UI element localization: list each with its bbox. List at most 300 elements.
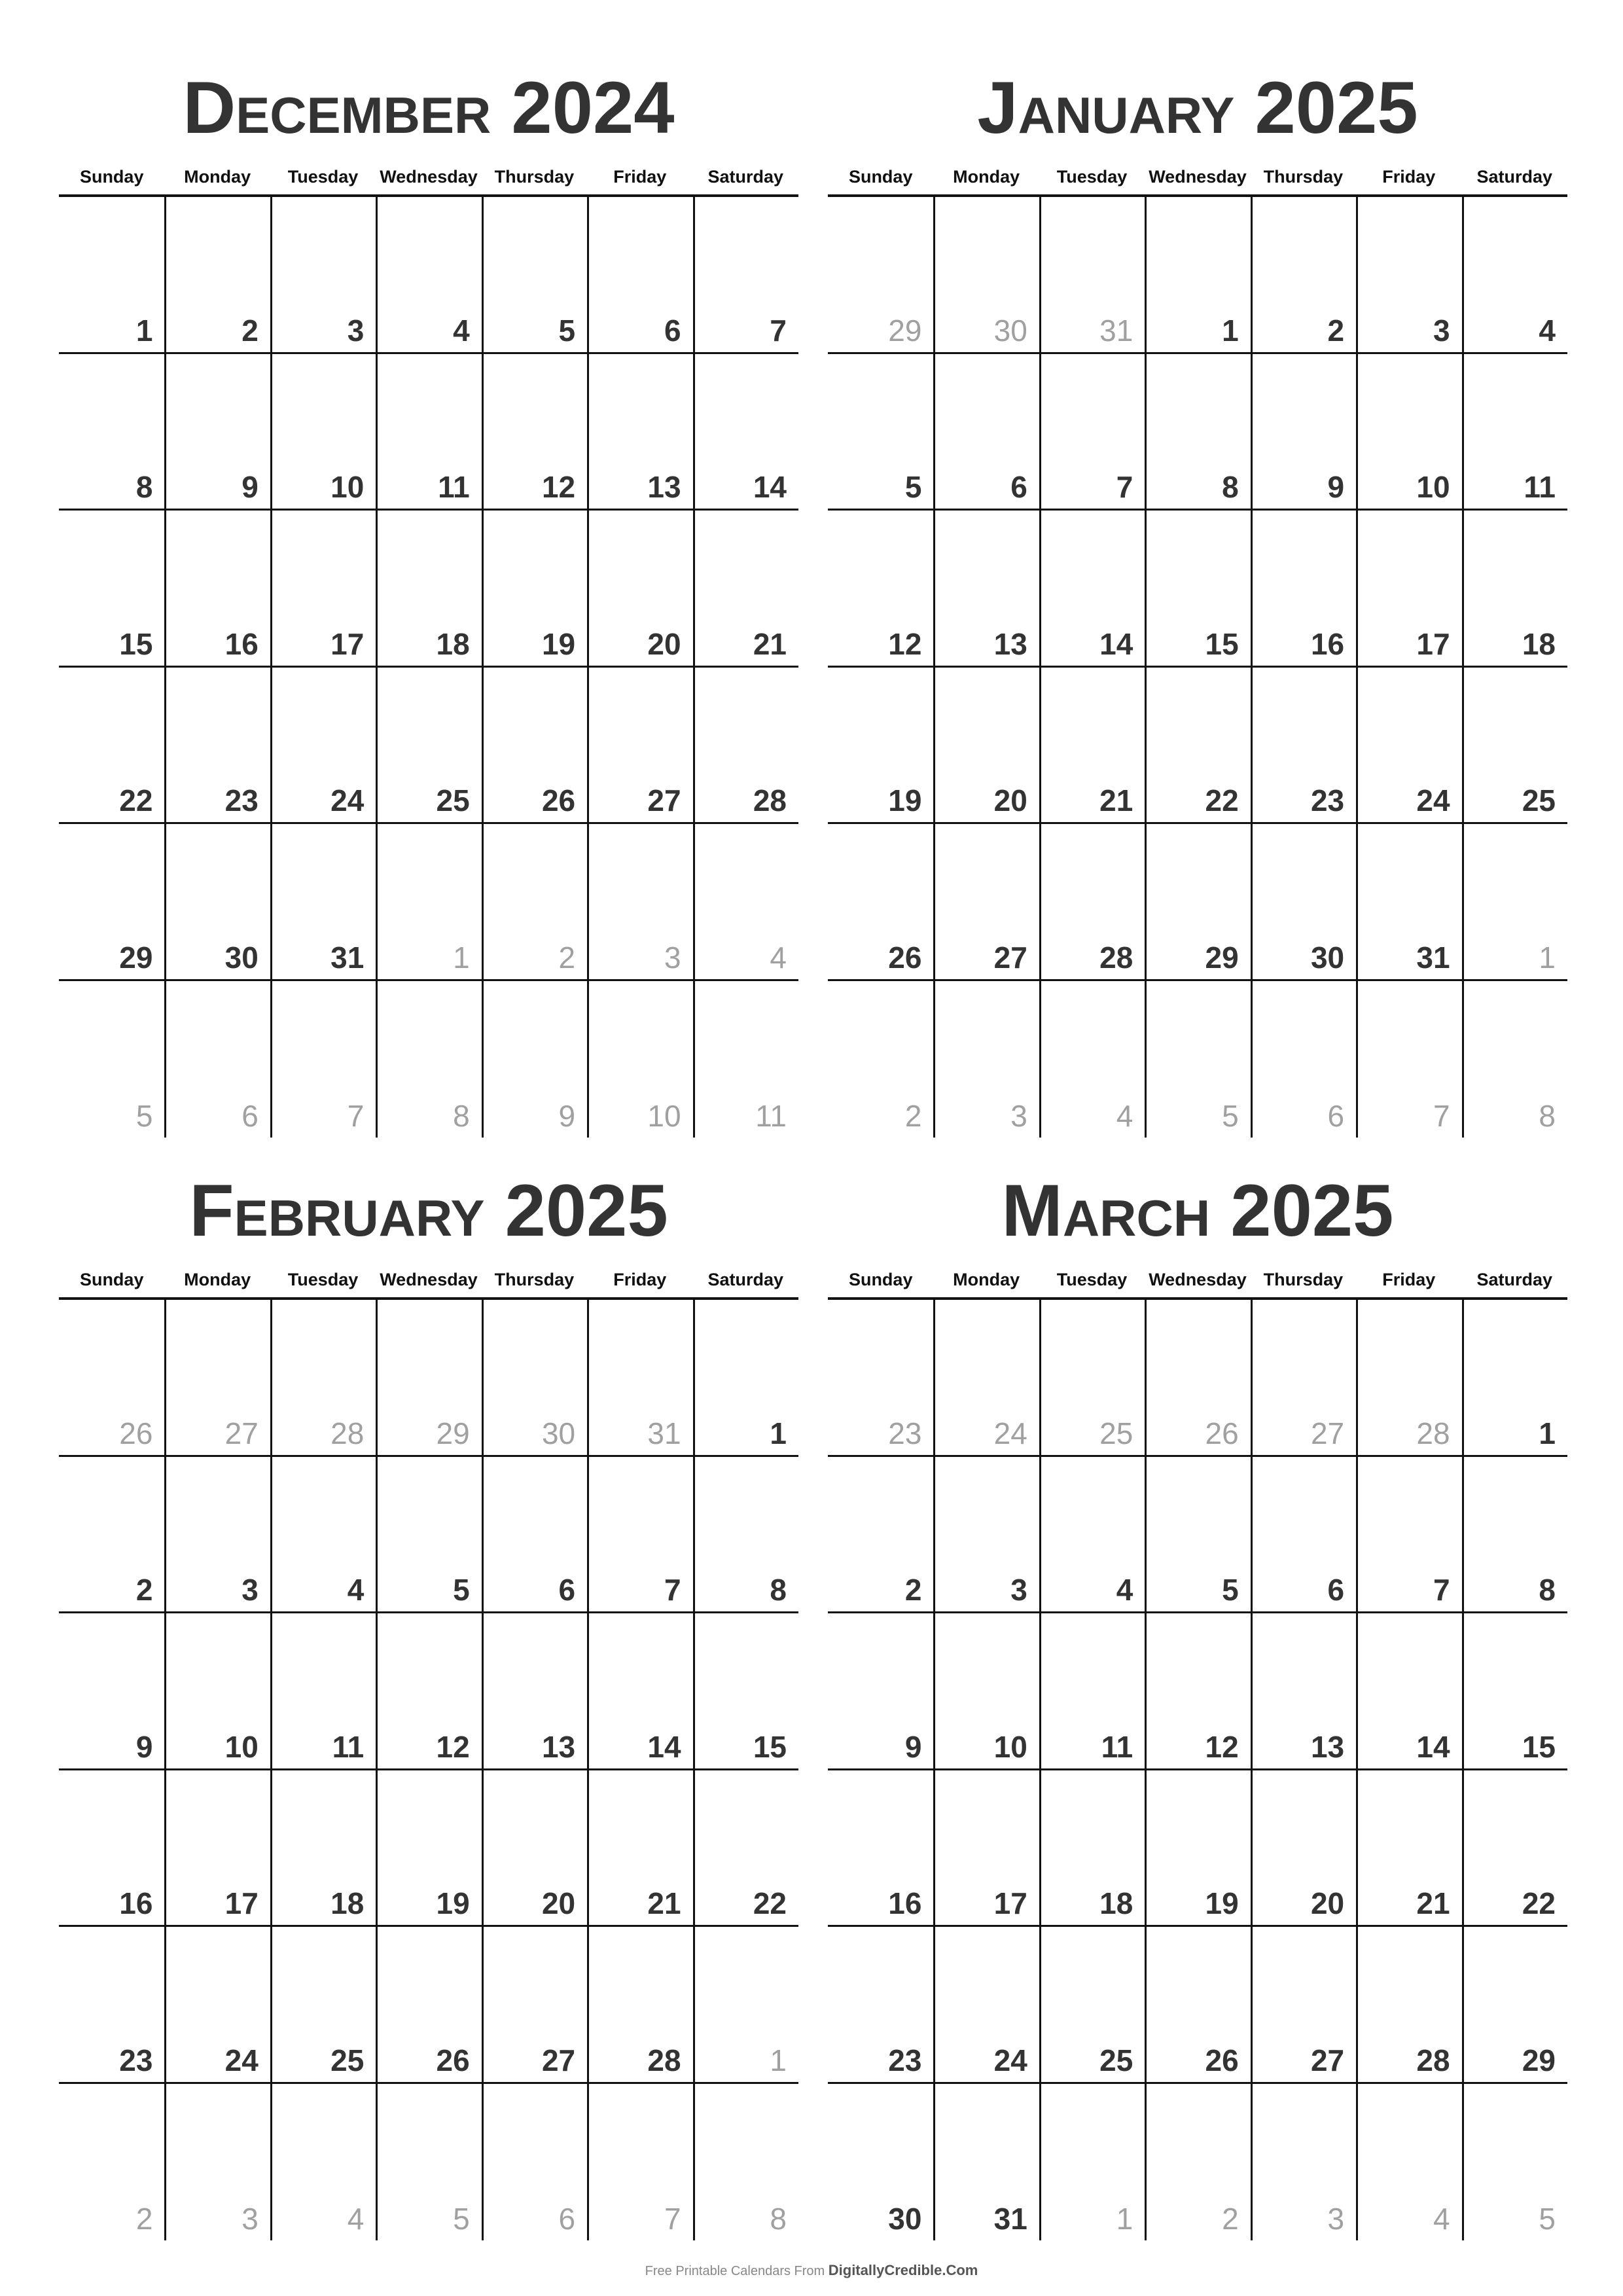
day-cell [270, 668, 376, 825]
day-number: 2 [558, 940, 576, 975]
weekday-label: Friday [613, 167, 667, 187]
day-cell-adjacent-month [1145, 1300, 1250, 1457]
weekday-label: Monday [953, 167, 1020, 187]
day-cell [59, 668, 164, 825]
day-number: 25 [330, 2043, 365, 2077]
day-number: 4 [347, 1573, 365, 1607]
day-cell-adjacent-month [1251, 1300, 1356, 1457]
day-number: 26 [1205, 1416, 1239, 1450]
day-number: 21 [753, 626, 787, 661]
day-number: 2 [904, 1573, 922, 1607]
day-number: 8 [1539, 1099, 1556, 1133]
day-number: 15 [1522, 1729, 1556, 1764]
day-number: 19 [436, 1886, 470, 1920]
day-number: 2 [1222, 2202, 1239, 2236]
day-cell [59, 1770, 164, 1928]
day-cell [828, 354, 933, 511]
weekday-label: Sunday [79, 167, 144, 187]
day-number: 31 [993, 2202, 1027, 2236]
weekday-label: Saturday [1476, 1270, 1553, 1289]
month-title: March 2025 [1001, 1170, 1394, 1251]
day-cell-adjacent-month [376, 824, 481, 981]
day-cell [164, 1770, 270, 1928]
day-cell-adjacent-month [59, 1300, 164, 1457]
month-title: December 2024 [183, 67, 675, 149]
day-number: 27 [647, 783, 681, 817]
day-cell [1356, 354, 1461, 511]
day-number: 19 [1205, 1886, 1239, 1920]
day-number: 30 [1310, 940, 1345, 975]
day-number: 23 [888, 1416, 922, 1450]
day-cell [587, 668, 692, 825]
day-cell [1462, 511, 1567, 668]
day-cell [270, 197, 376, 354]
day-number: 4 [347, 2202, 365, 2236]
day-cell [933, 1457, 1039, 1614]
weekday-label: Wednesday [1149, 1270, 1247, 1289]
day-cell [1145, 1927, 1250, 2084]
day-number: 16 [1310, 626, 1345, 661]
day-cell [933, 1613, 1039, 1770]
day-number: 1 [1539, 1416, 1556, 1450]
day-cell-adjacent-month [1462, 824, 1567, 981]
day-number: 14 [753, 470, 787, 504]
day-number: 23 [119, 2043, 153, 2077]
day-cell [933, 668, 1039, 825]
month-title: February 2025 [189, 1170, 668, 1251]
day-number: 29 [1205, 940, 1239, 975]
weekday-label: Thursday [494, 167, 575, 187]
day-cell [482, 1613, 587, 1770]
day-cell [1462, 668, 1567, 825]
day-number: 1 [453, 940, 470, 975]
weekday-label: Tuesday [287, 167, 359, 187]
day-number: 1 [770, 1416, 787, 1450]
day-number: 5 [453, 2202, 470, 2236]
day-cell-adjacent-month [828, 981, 933, 1138]
day-number: 21 [1416, 1886, 1450, 1920]
day-number: 22 [119, 783, 153, 817]
day-number: 27 [1310, 2043, 1345, 2077]
day-cell [1251, 1770, 1356, 1928]
day-number: 23 [224, 783, 259, 817]
day-number: 7 [1433, 1573, 1450, 1607]
day-number: 3 [241, 1573, 259, 1607]
day-number: 28 [330, 1416, 365, 1450]
day-number: 16 [224, 626, 259, 661]
day-number: 6 [1327, 1573, 1345, 1607]
day-number: 22 [1522, 1886, 1556, 1920]
day-cell [587, 511, 692, 668]
day-cell [376, 668, 481, 825]
day-cell-adjacent-month [270, 2084, 376, 2241]
day-number: 8 [1539, 1573, 1556, 1607]
day-number: 17 [993, 1886, 1027, 1920]
weekday-label: Friday [1382, 1270, 1436, 1289]
day-cell [164, 668, 270, 825]
day-number: 15 [753, 1729, 787, 1764]
day-number: 8 [770, 2202, 787, 2236]
day-cell [59, 1927, 164, 2084]
day-number: 3 [1010, 1099, 1027, 1133]
weekday-label: Saturday [707, 1270, 784, 1289]
day-number: 31 [647, 1416, 681, 1450]
day-number: 3 [1327, 2202, 1345, 2236]
day-number: 5 [135, 1099, 153, 1133]
day-number: 25 [1099, 2043, 1133, 2077]
day-number: 29 [436, 1416, 470, 1450]
day-number: 1 [1116, 2202, 1133, 2236]
day-number: 26 [119, 1416, 153, 1450]
day-cell-adjacent-month [164, 981, 270, 1138]
day-cell-adjacent-month [1462, 981, 1567, 1138]
day-cell [587, 1613, 692, 1770]
weekday-label: Thursday [494, 1270, 575, 1289]
day-number: 16 [119, 1886, 153, 1920]
day-cell [828, 511, 933, 668]
day-number: 5 [1222, 1099, 1239, 1133]
day-cell [482, 511, 587, 668]
day-cell [1462, 1770, 1567, 1928]
day-number: 28 [753, 783, 787, 817]
day-number: 31 [330, 940, 365, 975]
day-number: 27 [1310, 1416, 1345, 1450]
day-number: 1 [770, 2043, 787, 2077]
day-cell-adjacent-month [933, 1300, 1039, 1457]
day-cell [376, 1927, 481, 2084]
day-number: 26 [1205, 2043, 1239, 2077]
day-number: 28 [1416, 2043, 1450, 2077]
day-cell-adjacent-month [693, 1927, 798, 2084]
month-title: January 2025 [977, 67, 1418, 149]
day-number: 7 [770, 313, 787, 348]
day-number: 20 [993, 783, 1027, 817]
day-number: 27 [224, 1416, 259, 1450]
day-cell [1462, 1300, 1567, 1457]
day-cell [270, 824, 376, 981]
day-number: 24 [993, 2043, 1027, 2077]
day-number: 13 [647, 470, 681, 504]
day-number: 6 [1010, 470, 1027, 504]
day-number: 20 [1310, 1886, 1345, 1920]
day-cell-adjacent-month [1039, 2084, 1145, 2241]
day-cell [376, 1770, 481, 1928]
day-number: 25 [1522, 783, 1556, 817]
day-number: 9 [558, 1099, 576, 1133]
day-cell-adjacent-month [1251, 981, 1356, 1138]
weekday-header-row [828, 164, 1567, 190]
day-cell [270, 354, 376, 511]
day-cell [1039, 1770, 1145, 1928]
day-grid [59, 197, 798, 1138]
day-cell [933, 1770, 1039, 1928]
day-number: 30 [224, 940, 259, 975]
day-number: 24 [993, 1416, 1027, 1450]
day-cell [587, 354, 692, 511]
day-number: 5 [453, 1573, 470, 1607]
weekday-label: Saturday [707, 167, 784, 187]
day-cell [1145, 1770, 1250, 1928]
day-number: 4 [1539, 313, 1556, 348]
weekday-label: Thursday [1263, 167, 1344, 187]
day-cell [1145, 197, 1250, 354]
day-cell-adjacent-month [1462, 2084, 1567, 2241]
day-cell [164, 511, 270, 668]
day-cell [270, 1613, 376, 1770]
day-number: 2 [135, 2202, 153, 2236]
day-number: 18 [436, 626, 470, 661]
day-cell [1356, 1770, 1461, 1928]
day-cell [1145, 668, 1250, 825]
day-number: 6 [1327, 1099, 1345, 1133]
day-number: 18 [1099, 1886, 1133, 1920]
day-cell [164, 1457, 270, 1614]
day-cell [587, 1927, 692, 2084]
day-cell [376, 197, 481, 354]
day-number: 9 [904, 1729, 922, 1764]
day-cell [828, 824, 933, 981]
day-cell [828, 1457, 933, 1614]
day-cell [482, 1770, 587, 1928]
weekday-label: Monday [184, 1270, 251, 1289]
day-number: 21 [1099, 783, 1133, 817]
day-cell-adjacent-month [164, 1300, 270, 1457]
day-cell [1039, 511, 1145, 668]
day-cell-adjacent-month [376, 1300, 481, 1457]
day-cell [376, 354, 481, 511]
day-number: 5 [558, 313, 576, 348]
day-cell [376, 1613, 481, 1770]
day-number: 24 [224, 2043, 259, 2077]
day-cell [164, 197, 270, 354]
day-number: 24 [330, 783, 365, 817]
day-number: 11 [332, 1729, 365, 1764]
day-cell [1356, 668, 1461, 825]
day-cell [693, 197, 798, 354]
day-number: 4 [1116, 1099, 1133, 1133]
day-cell [1145, 354, 1250, 511]
day-cell [1356, 197, 1461, 354]
weekday-label: Tuesday [1056, 167, 1128, 187]
day-number: 6 [558, 1573, 576, 1607]
day-cell-adjacent-month [1356, 981, 1461, 1138]
day-cell [1251, 1457, 1356, 1614]
day-number: 8 [770, 1573, 787, 1607]
day-cell [1039, 1927, 1145, 2084]
day-cell [828, 668, 933, 825]
day-cell [587, 1770, 692, 1928]
day-cell [1462, 1457, 1567, 1614]
day-cell [933, 1927, 1039, 2084]
day-cell [933, 2084, 1039, 2241]
day-number: 16 [888, 1886, 922, 1920]
day-number: 2 [241, 313, 259, 348]
day-number: 3 [347, 313, 365, 348]
day-cell [1145, 824, 1250, 981]
weekday-label: Friday [1382, 167, 1436, 187]
day-cell [270, 1927, 376, 2084]
day-number: 9 [1327, 470, 1345, 504]
day-cell [693, 1457, 798, 1614]
day-number: 7 [1433, 1099, 1450, 1133]
day-cell-adjacent-month [1039, 981, 1145, 1138]
day-cell [59, 824, 164, 981]
day-number: 8 [135, 470, 153, 504]
day-cell [1039, 824, 1145, 981]
day-number: 15 [1205, 626, 1239, 661]
day-cell [164, 1927, 270, 2084]
day-number: 19 [888, 783, 922, 817]
day-cell-adjacent-month [693, 2084, 798, 2241]
day-number: 2 [135, 1573, 153, 1607]
day-number: 12 [436, 1729, 470, 1764]
day-number: 13 [993, 626, 1027, 661]
day-number: 23 [888, 2043, 922, 2077]
day-number: 7 [347, 1099, 365, 1133]
day-number: 31 [1416, 940, 1450, 975]
day-cell [1462, 1927, 1567, 2084]
day-number: 10 [224, 1729, 259, 1764]
day-cell-adjacent-month [693, 824, 798, 981]
day-number: 29 [1522, 2043, 1556, 2077]
day-cell [482, 668, 587, 825]
day-number: 24 [1416, 783, 1450, 817]
day-cell-adjacent-month [1145, 981, 1250, 1138]
day-number: 27 [541, 2043, 576, 2077]
day-number: 20 [647, 626, 681, 661]
day-cell [693, 511, 798, 668]
day-number: 30 [888, 2202, 922, 2236]
day-cell [59, 1613, 164, 1770]
day-number: 1 [1222, 313, 1239, 348]
weekday-label: Wednesday [380, 1270, 478, 1289]
day-cell [482, 354, 587, 511]
day-cell [164, 1613, 270, 1770]
day-number: 14 [1416, 1729, 1450, 1764]
day-number: 31 [1099, 313, 1133, 348]
day-number: 7 [664, 2202, 681, 2236]
day-cell [1145, 1613, 1250, 1770]
day-cell [1039, 1457, 1145, 1614]
day-cell [1356, 1927, 1461, 2084]
day-cell [1251, 1613, 1356, 1770]
day-number: 6 [664, 313, 681, 348]
day-cell [1462, 197, 1567, 354]
day-number: 30 [541, 1416, 576, 1450]
day-cell [828, 2084, 933, 2241]
day-cell-adjacent-month [587, 1300, 692, 1457]
day-cell [933, 354, 1039, 511]
day-number: 27 [993, 940, 1027, 975]
day-cell [828, 1770, 933, 1928]
day-cell [1251, 511, 1356, 668]
weekday-label: Friday [613, 1270, 667, 1289]
day-cell [1356, 1613, 1461, 1770]
day-cell-adjacent-month [1356, 1300, 1461, 1457]
day-number: 22 [753, 1886, 787, 1920]
day-cell [828, 1927, 933, 2084]
day-number: 26 [541, 783, 576, 817]
day-number: 26 [888, 940, 922, 975]
day-cell-adjacent-month [1145, 2084, 1250, 2241]
day-number: 10 [647, 1099, 681, 1133]
weekday-header-row [59, 1266, 798, 1293]
footer-credit [0, 2262, 1623, 2279]
day-cell [587, 197, 692, 354]
day-cell [164, 824, 270, 981]
day-cell-adjacent-month [376, 981, 481, 1138]
day-number: 9 [135, 1729, 153, 1764]
day-number: 13 [541, 1729, 576, 1764]
day-cell-adjacent-month [1356, 2084, 1461, 2241]
day-number: 13 [1310, 1729, 1345, 1764]
day-cell [693, 354, 798, 511]
day-cell-adjacent-month [587, 2084, 692, 2241]
day-number: 5 [1539, 2202, 1556, 2236]
day-number: 11 [1101, 1729, 1133, 1764]
day-cell [59, 197, 164, 354]
day-cell-adjacent-month [828, 197, 933, 354]
day-number: 14 [1099, 626, 1133, 661]
day-cell [587, 1457, 692, 1614]
weekday-label: Monday [184, 167, 251, 187]
day-cell [828, 1613, 933, 1770]
day-cell [59, 511, 164, 668]
day-number: 28 [1416, 1416, 1450, 1450]
day-cell [1251, 197, 1356, 354]
day-cell [59, 354, 164, 511]
day-cell-adjacent-month [482, 981, 587, 1138]
footer-brand-link[interactable]: DigitallyCredible.Com [828, 2262, 978, 2278]
day-cell [693, 1770, 798, 1928]
day-number: 1 [135, 313, 153, 348]
day-cell [933, 824, 1039, 981]
day-cell-adjacent-month [482, 824, 587, 981]
weekday-label: Sunday [848, 1270, 913, 1289]
day-cell [1145, 511, 1250, 668]
day-number: 18 [330, 1886, 365, 1920]
day-number: 10 [1416, 470, 1450, 504]
day-cell [1356, 511, 1461, 668]
weekday-label: Sunday [79, 1270, 144, 1289]
day-number: 3 [1433, 313, 1450, 348]
day-cell [1251, 1927, 1356, 2084]
day-cell [270, 511, 376, 668]
day-number: 7 [664, 1573, 681, 1607]
day-cell-adjacent-month [270, 981, 376, 1138]
weekday-label: Monday [953, 1270, 1020, 1289]
weekday-label: Sunday [848, 167, 913, 187]
day-number: 11 [438, 470, 470, 504]
weekday-label: Saturday [1476, 167, 1553, 187]
day-cell-adjacent-month [482, 1300, 587, 1457]
day-cell-adjacent-month [1039, 197, 1145, 354]
day-cell [1145, 1457, 1250, 1614]
day-number: 10 [330, 470, 365, 504]
weekday-label: Wednesday [1149, 167, 1247, 187]
day-number: 17 [330, 626, 365, 661]
day-number: 29 [888, 313, 922, 348]
day-cell [1356, 1457, 1461, 1614]
day-number: 25 [1099, 1416, 1133, 1450]
day-number: 15 [119, 626, 153, 661]
weekday-header-row [59, 164, 798, 190]
day-number: 3 [1010, 1573, 1027, 1607]
day-grid [828, 1300, 1567, 2240]
day-number: 22 [1205, 783, 1239, 817]
day-number: 17 [224, 1886, 259, 1920]
weekday-label: Wednesday [380, 167, 478, 187]
